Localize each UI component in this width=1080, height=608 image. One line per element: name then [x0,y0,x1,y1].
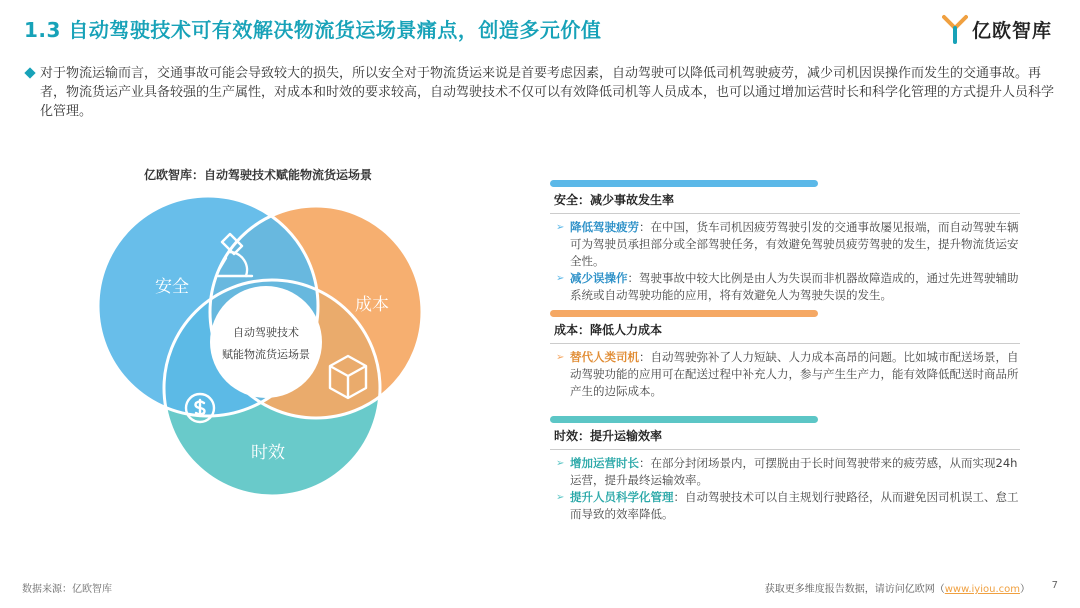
venn-label-safety: 安全 [155,277,189,297]
panel-safety-heading: 安全：减少事故发生率 [554,193,675,207]
list-item [556,455,1026,489]
page-title: 1.3 自动驾驶技术可有效解决物流货运场景痛点，创造多元价值 [24,18,602,42]
divider [550,343,1020,344]
intro-text: 对于物流运输而言，交通事故可能会导致较大的损失，所以安全对于物流货运来说是首要考虑因素，自动驾驶可以降低司机驾驶疲劳，减少司机因误操作而发生的交通事故。再者，物流货运产业具备较强的生产属性，对成本和时效的要求较高，自动驾驶技术不仅可以有效降低司机等人员成本，也可以通过增加运营时长和科学化管理的方式提升人员科学化管理。 [40,66,1055,119]
list-item [556,219,1026,270]
list-item [556,349,1026,400]
item-text: ：驾驶事故中较大比例是由人为失误而非机器故障造成的，通过先进驾驶辅助系统或自动驾驶功能的应用，将有效避免人为驾驶失误的发生。 [570,271,1019,302]
chevron-right-icon: ➢ [556,492,565,503]
brand-logo [942,14,1052,44]
chevron-right-icon: ➢ [556,222,565,233]
panel-time-heading: 时效：提升运输效率 [554,429,663,443]
divider [550,213,1020,214]
item-keyword: 替代人类司机 [570,350,639,364]
panel-cost-bar [550,310,818,317]
item-text: ：自动驾驶技术可以自主规划行驶路径，从而避免因司机误工、怠工而导致的效率降低。 [570,490,1019,521]
intro-paragraph [26,64,1056,121]
item-text: ：在中国，货车司机因疲劳驾驶引发的交通事故屡见报端，而自动驾驶车辆可为驾驶员承担部分或全部驾驶任务，有效避免驾驶员疲劳驾驶的发生，提升物流货运安全性。 [570,220,1019,268]
chevron-right-icon: ➢ [556,352,565,363]
divider [550,449,1020,450]
venn-center-line1: 自动驾驶技术 [233,326,299,339]
venn-label-cost: 成本 [355,295,389,315]
data-source: 数据来源：亿欧智库 [22,584,112,595]
logo-text: 亿欧智库 [971,19,1052,42]
panel-time [550,416,1019,523]
panel-safety [550,180,1019,304]
item-keyword: 减少误操作 [570,271,628,285]
logo-icon [942,14,968,44]
footer-suffix: ） [1020,584,1030,595]
item-text: ：自动驾驶弥补了人力短缺、人力成本高昂的问题。比如城市配送场景，自动驾驶功能的应用可在配送过程中补充人力，参与产生生产力，能有效降低配送时商品所产生的边际成本。 [570,350,1019,398]
item-text: ：在部分封闭场景内，可摆脱由于长时间驾驶带来的疲劳感，从而实现24h运营，提升最终运输效率。 [570,456,1018,487]
panel-safety-bar [550,180,818,187]
footer-more-info [765,580,1030,595]
website-link[interactable]: www.iyiou.com [944,584,1020,595]
list-item [556,270,1026,304]
footer-prefix: 获取更多维度报告数据，请访问亿欧网（ [764,584,945,595]
venn-center-line2: 赋能物流货运场景 [222,348,310,361]
item-keyword: 降低驾驶疲劳 [570,220,639,234]
chevron-right-icon: ➢ [556,458,565,469]
panel-cost-heading: 成本：降低人力成本 [554,323,663,337]
item-keyword: 增加运营时长 [570,456,639,470]
venn-center [210,286,322,398]
page-number: 7 [1051,580,1058,591]
panel-cost [550,310,1019,400]
item-keyword: 提升人员科学化管理 [570,490,674,504]
venn-label-time: 时效 [251,443,285,463]
diagram-caption: 亿欧智库：自动驾驶技术赋能物流货运场景 [144,168,373,182]
list-item [556,489,1026,523]
chevron-right-icon: ➢ [556,273,565,284]
diamond-bullet-icon [24,67,35,78]
venn-diagram [90,196,430,496]
panel-time-bar [550,416,818,423]
